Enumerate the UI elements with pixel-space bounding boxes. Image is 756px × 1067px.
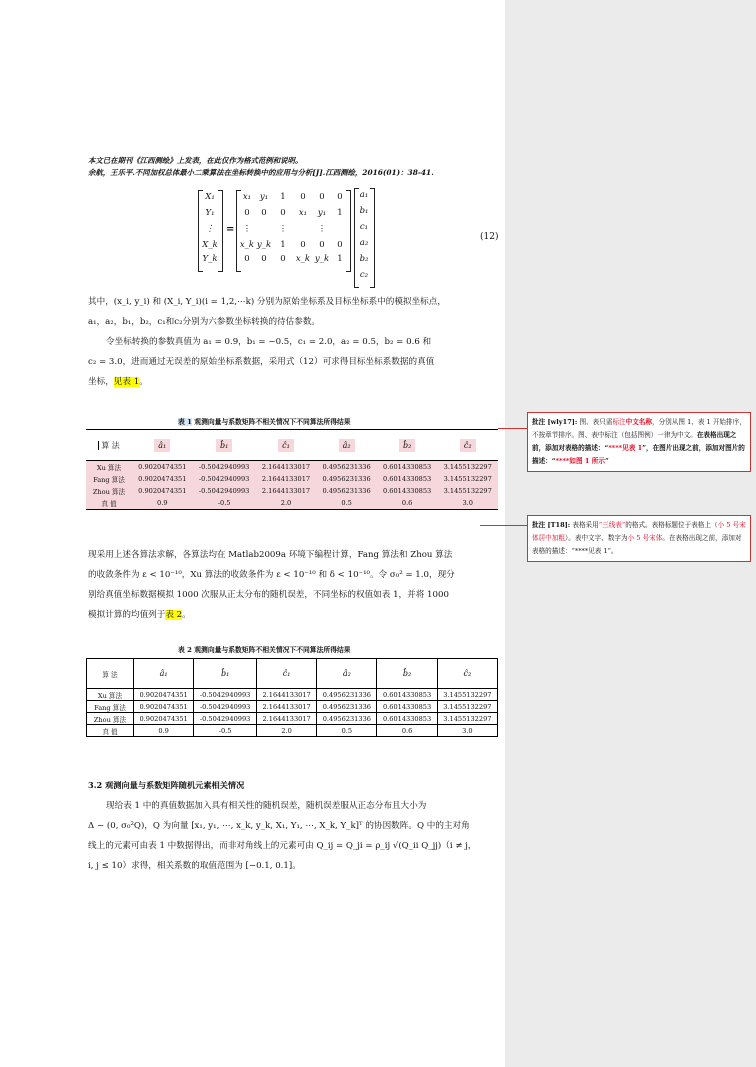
- table-cell: 0.4956231336: [317, 689, 377, 701]
- table-reference-link[interactable]: 表 2: [165, 610, 183, 620]
- comment-text: 在表格出现之前，添加对表格的描述：“: [532, 431, 737, 452]
- table-cell: 3.1455132297: [437, 485, 498, 497]
- table-cell: -0.5042940993: [193, 473, 256, 485]
- matrix-entry: 0: [261, 254, 267, 264]
- text-line: c₂ = 3.0，进而通过无误差的原始坐标系数据，采用式（12）可求得目标坐标系数据的真值: [88, 357, 435, 367]
- table-cell: 2.1644133017: [257, 701, 317, 713]
- comment-text: ****如图 1 所示: [555, 457, 605, 465]
- table-cell: 0.9: [134, 725, 194, 737]
- table-header-cell: [86, 432, 132, 460]
- text-span: 。: [182, 610, 191, 620]
- text-line: 现采用上述各算法求解，各算法均在 Matlab2009a 环境下编程计算，Fang 算法和 Zhou 算法: [88, 550, 453, 560]
- matrix-entry: 0: [337, 192, 343, 202]
- matrix-entry: 0: [244, 208, 250, 218]
- comment-connector: [498, 428, 527, 429]
- table-cell: -0.5042940993: [193, 460, 256, 473]
- table-cell: 0.9020474351: [134, 701, 194, 713]
- matrix-entry: x₁: [242, 192, 252, 202]
- table-row: [86, 473, 498, 485]
- table-header-cell: â₁: [134, 659, 194, 689]
- comment-text: ****见表 1: [608, 444, 643, 452]
- matrix-entry: y_k: [256, 240, 272, 250]
- citation-line: 余航，王乐平.不同加权总体最小二乘算法在坐标转换中的应用与分析[J].江西测绘，2016(01)：38-41.: [88, 168, 434, 177]
- table-cell: Xu 算法: [87, 689, 134, 701]
- header-text: â₂: [339, 439, 355, 452]
- comment-author: 批注 [T18]:: [532, 521, 571, 529]
- table-header-cell: 算 法: [87, 659, 134, 689]
- text-line: [88, 605, 500, 625]
- table-header-cell: [132, 432, 193, 460]
- table-cell: 0.5: [316, 497, 377, 510]
- table-reference-link[interactable]: 见表 1: [113, 377, 140, 387]
- table-row: [86, 485, 498, 497]
- param-entry: b₂: [359, 254, 369, 264]
- table-header-cell: b̂₁: [194, 659, 257, 689]
- text-line: 令坐标转换的参数真值为 a₁ = 0.9，b₁ = −0.5，c₁ = 2.0，a₂ = 0.5，b₂ = 0.6 和: [106, 337, 432, 347]
- table-cell: Zhou 算法: [87, 713, 134, 725]
- header-text: ĉ₁: [278, 439, 294, 452]
- param-entry: c₂: [359, 270, 369, 280]
- param-entry: c₁: [359, 222, 369, 232]
- comment-text: ，分别从图 1、表 1 开始排序，不按章节排序。图、表中标注（包括图例）一律为中文。: [532, 418, 746, 439]
- table-header-cell: â₂: [317, 659, 377, 689]
- table1-top-rule: [86, 429, 498, 430]
- table-cell: 2.1644133017: [256, 485, 317, 497]
- matrix-entry: ⋮: [278, 224, 288, 234]
- comment-text: 小 5 号宋体居中加粗: [532, 521, 746, 542]
- table-cell: Fang 算法: [87, 701, 134, 713]
- table-cell: 0.4956231336: [317, 701, 377, 713]
- table-cell: -0.5042940993: [193, 485, 256, 497]
- table-cell: 2.0: [256, 497, 317, 510]
- text-span: 模拟计算的均值列于: [88, 610, 166, 620]
- comment-text: ）。表中文字、数字为: [564, 534, 628, 542]
- table-cell: 3.1455132297: [437, 689, 497, 701]
- text-line: a₁，a₂，b₁，b₂，c₁和c₂分别为六参数坐标转换的待估参数。: [88, 317, 321, 327]
- table-header-cell: ĉ₁: [257, 659, 317, 689]
- lhs-entry: X₁: [205, 192, 215, 202]
- table-cell: 3.0: [437, 497, 498, 510]
- matrix-entry: ⋮: [317, 224, 327, 234]
- comment-text: 标注: [612, 418, 626, 426]
- table-cell: 0.9020474351: [132, 485, 193, 497]
- paragraph-method: [88, 545, 500, 625]
- comment-text: 的格式。表格标题位于表格上（: [625, 521, 718, 529]
- text-line: [88, 372, 500, 392]
- table-header-cell: [193, 432, 256, 460]
- matrix-entry: y_k: [314, 254, 330, 264]
- matrix-entry: 0: [280, 254, 286, 264]
- text-span: 。: [139, 377, 148, 387]
- matrix-entry: x_k: [239, 240, 255, 250]
- text-line: 别给真值坐标数据模拟 1000 次服从正太分布的随机误差，不同坐标的权值如表 1，并将 1000: [88, 590, 449, 600]
- table-cell: 0.6: [377, 497, 438, 510]
- table-header-cell: [437, 432, 498, 460]
- matrix-entry: 1: [280, 240, 286, 250]
- table1-caption-label: 表 1: [178, 418, 192, 426]
- matrix-entry: 0: [280, 208, 286, 218]
- section-heading: 3.2 观测向量与系数矩阵随机元素相关情况: [88, 780, 245, 790]
- table-cell: 0.9020474351: [132, 460, 193, 473]
- matrix-entry: 0: [244, 254, 250, 264]
- header-text: 算 法: [98, 441, 120, 450]
- table-cell: 0.4956231336: [316, 485, 377, 497]
- table-cell: 3.1455132297: [437, 460, 498, 473]
- text-line: 的收敛条件为 ε < 10⁻¹⁰，Xu 算法的收敛条件为 ε < 10⁻¹⁰ 和 δ < 10⁻¹⁰。令 σ₀² = 1.0，现分: [88, 570, 455, 580]
- table-row: [86, 460, 498, 473]
- param-entry: a₂: [359, 238, 369, 248]
- comment-text: ”: [604, 457, 609, 465]
- lhs-entry: ⋮: [205, 224, 215, 234]
- table1-caption: [178, 416, 351, 426]
- table-cell: 真 值: [87, 725, 134, 737]
- comment-text: “三线表”: [598, 521, 626, 529]
- table-cell: 0.6014330853: [377, 713, 437, 725]
- table-cell: 3.1455132297: [437, 701, 497, 713]
- table-row: [86, 497, 498, 510]
- matrix-entry: x₁: [298, 208, 308, 218]
- matrix-entry: 1: [337, 254, 343, 264]
- param-entry: b₁: [359, 206, 369, 216]
- table-header-row: [86, 432, 498, 460]
- header-text: ĉ₂: [460, 439, 476, 452]
- table-row: [87, 701, 498, 713]
- table-cell: 2.1644133017: [257, 713, 317, 725]
- table-cell: -0.5042940993: [194, 689, 257, 701]
- table-cell: 0.6014330853: [377, 473, 438, 485]
- table1-caption-text: 观测向量与系数矩阵不相关情况下不同算法所得结果: [191, 418, 351, 426]
- matrix-entry: 1: [337, 208, 343, 218]
- table-row: [87, 713, 498, 725]
- matrix-entry: 1: [280, 192, 286, 202]
- header-text: â₁: [154, 439, 170, 452]
- matrix-entry: 0: [337, 240, 343, 250]
- table-cell: 0.4956231336: [316, 473, 377, 485]
- header-text: b̂₂: [399, 439, 415, 452]
- comment-balloon[interactable]: [527, 412, 751, 472]
- table2-caption: 表 2 观测向量与系数矩阵不相关情况下不同算法所得结果: [178, 646, 351, 654]
- table-header-row: [87, 659, 498, 689]
- text-line: 其中，(x_i, y_i) 和 (X_i, Y_i)(i = 1,2,⋯k) 分别为原始坐标系及目标坐标系中的模拟坐标点，: [88, 297, 446, 307]
- matrix-entry: y₁: [317, 208, 327, 218]
- matrix-entry: ⋮: [242, 224, 252, 234]
- table-header-cell: [316, 432, 377, 460]
- table-2: [86, 658, 498, 737]
- text-line: Δ ~ (0, σ₀²Q)，Q 为向量 [x₁, y₁, ⋯, x_k, y_k, X₁, Y₁, ⋯, X_k, Y_k]ᵀ 的协因数阵。Q 中的主对角: [88, 821, 470, 831]
- lhs-entry: Y₁: [205, 208, 215, 218]
- table-cell: Zhou 算法: [86, 485, 132, 497]
- comment-text: 表格采用: [570, 521, 599, 529]
- matrix-entry: 0: [319, 240, 325, 250]
- text-line: 线上的元素可由表 1 中数据得出，而非对角线上的元素可由 Q_ij = Q_ji = ρ_ij √(Q_ii Q_jj)（i ≠ j，: [88, 841, 477, 851]
- comment-text: ”，在图片出现之前，添加对图片的描述：“: [532, 444, 745, 465]
- matrix-entry: 0: [261, 208, 267, 218]
- lhs-entry: X_k: [202, 240, 218, 250]
- table-cell: 2.1644133017: [257, 689, 317, 701]
- table-cell: 0.9020474351: [132, 473, 193, 485]
- publication-note: 本文已在期刊《江西测绘》上发表，在此仅作为格式范例和说明。: [88, 156, 303, 165]
- table-header-cell: ĉ₂: [437, 659, 497, 689]
- table-cell: -0.5: [193, 497, 256, 510]
- table-cell: Fang 算法: [86, 473, 132, 485]
- header-text: b̂₁: [216, 439, 232, 452]
- comment-balloon[interactable]: [527, 515, 751, 562]
- text-line: 现给表 1 中的真值数据加入具有相关性的随机误差，随机误差服从正态分布且大小为: [106, 801, 427, 811]
- table-row: [87, 725, 498, 737]
- table-cell: 3.1455132297: [437, 473, 498, 485]
- equation-number: (12): [480, 232, 499, 242]
- table-header-cell: [377, 432, 438, 460]
- table-cell: 0.5: [317, 725, 377, 737]
- table-cell: 0.9020474351: [134, 713, 194, 725]
- table-cell: 0.6014330853: [377, 460, 438, 473]
- table-cell: -0.5042940993: [194, 713, 257, 725]
- paragraph-where: [88, 292, 500, 392]
- table-cell: 2.0: [257, 725, 317, 737]
- table-1: [86, 432, 498, 510]
- param-entry: a₁: [359, 190, 369, 200]
- matrix-entry: y₁: [259, 192, 269, 202]
- table-cell: 2.1644133017: [256, 473, 317, 485]
- table-header-cell: [256, 432, 317, 460]
- table-cell: 0.4956231336: [317, 713, 377, 725]
- equals-sign: =: [226, 224, 235, 235]
- table-cell: -0.5042940993: [194, 701, 257, 713]
- comment-text: 。在表格出现之前，添加对表格的描述：“****见表 1”。: [532, 534, 742, 555]
- table-cell: 0.6: [377, 725, 437, 737]
- table-cell: 0.4956231336: [316, 460, 377, 473]
- table-cell: 0.9: [132, 497, 193, 510]
- table-cell: 3.1455132297: [437, 713, 497, 725]
- table-cell: 0.6014330853: [377, 689, 437, 701]
- table-cell: 0.6014330853: [377, 701, 437, 713]
- comment-text: 图、表只需: [577, 418, 613, 426]
- matrix-entry: x_k: [295, 254, 311, 264]
- comment-connector: [480, 525, 527, 526]
- matrix-entry: 0: [300, 192, 306, 202]
- table-row: [87, 689, 498, 701]
- comment-text: 中文名称: [625, 418, 652, 426]
- paragraph-section: [88, 796, 500, 876]
- table-header-cell: b̂₂: [377, 659, 437, 689]
- table-cell: 真 值: [86, 497, 132, 510]
- table-cell: Xu 算法: [86, 460, 132, 473]
- table-cell: -0.5: [194, 725, 257, 737]
- text-span: 坐标，: [88, 377, 114, 387]
- table-cell: 0.9020474351: [134, 689, 194, 701]
- table-cell: 2.1644133017: [256, 460, 317, 473]
- lhs-entry: Y_k: [202, 254, 218, 264]
- comment-text: 小 5 号宋体: [627, 534, 663, 542]
- comment-author: 批注 [wly17]:: [532, 418, 578, 426]
- matrix-entry: 0: [319, 192, 325, 202]
- text-line: i, j ≤ 10）求得，相关系数的取值范围为 [−0.1, 0.1]。: [88, 861, 301, 871]
- table-cell: 0.6014330853: [377, 485, 438, 497]
- matrix-entry: 0: [300, 240, 306, 250]
- table-cell: 3.0: [437, 725, 497, 737]
